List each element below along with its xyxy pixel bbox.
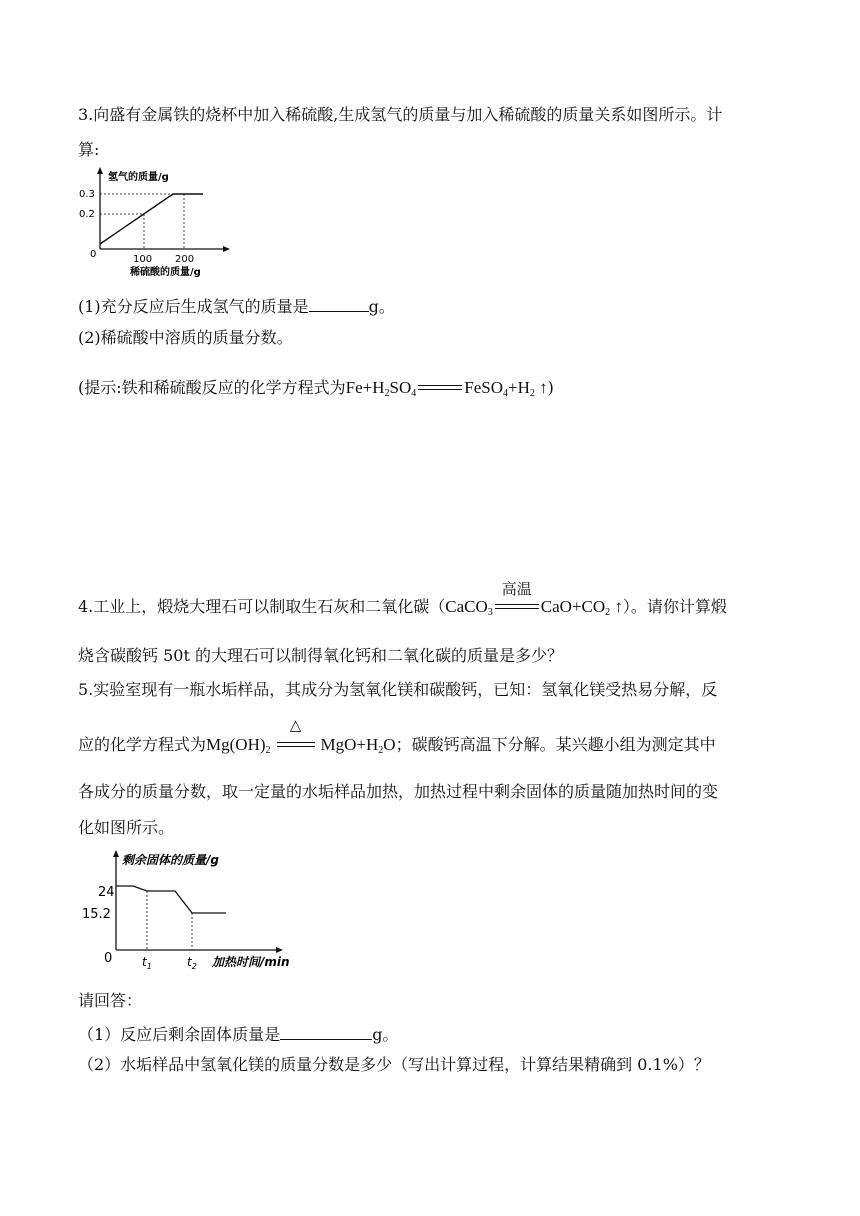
chart1-xtick-100: 100 <box>133 254 153 265</box>
q5-part1: （1）反应后剩余固体质量是 g。 <box>78 1025 399 1044</box>
chart1-ylabel: 氢气的质量/g <box>108 172 169 183</box>
chart1-x-arrow <box>223 246 230 252</box>
q5-equals-sign <box>277 718 315 750</box>
chart1-ytick-03: 0.3 <box>79 189 95 200</box>
chart2-xtick-t2: $t_2$ <box>187 955 197 971</box>
chart2-y-arrow <box>113 850 119 857</box>
chart2-ytick-24: 24 <box>98 885 115 900</box>
q3-part2: (2)稀硫酸中溶质的质量分数。 <box>78 328 293 347</box>
q3-answer-blank[interactable] <box>309 297 369 312</box>
chart1-xlabel: 稀硫酸的质量/g <box>130 267 201 278</box>
chart2-ylabel: 剩余固体的质量/g <box>122 853 219 867</box>
q4-condition: 高温 <box>501 582 532 599</box>
q5-please: 请回答： <box>78 991 143 1010</box>
q4-equals-sign <box>495 582 539 612</box>
q3-stem-line2: 算: <box>78 140 100 159</box>
chart2-x-arrow <box>276 947 283 953</box>
chart1-ytick-02: 0.2 <box>79 209 95 220</box>
chart1-series-line <box>100 194 203 244</box>
q4-equation: CaCO$_3$ 高温 $CaO+CO_2$ ↑ <box>445 582 623 618</box>
chart2-series-line <box>116 886 226 913</box>
q5-stem-line1: 5.实验室现有一瓶水垢样品，其成分为氢氧化镁和碳酸钙，已知：氢氧化镁受热易分解，反 <box>78 680 718 699</box>
q3-equals-sign <box>418 385 462 393</box>
q5-equation: $Mg(OH)_2$ △ $MgO+H_2O$ <box>206 718 396 756</box>
hydrogen-mass-chart <box>78 165 238 281</box>
q5-condition: △ <box>289 718 302 735</box>
chart2-ytick-152: 15.2 <box>82 907 111 922</box>
q3-part1-text: (1)充分反应后生成氢气的质量是 <box>78 297 309 316</box>
residual-solid-chart <box>78 845 328 975</box>
q3-equation: $Fe+H_2SO_4$ $FeSO_4+H_2$ ↑ <box>345 378 548 399</box>
chart1-origin: 0 <box>90 249 97 260</box>
q4-stem-line2: 烧含碳酸钙 50t 的大理石可以制得氧化钙和二氧化碳的质量是多少？ <box>78 646 563 665</box>
chart2-xlabel: 加热时间/min <box>212 955 290 969</box>
chart2-xtick-t1: $t_1$ <box>142 955 152 971</box>
q5-stem-line4: 化如图所示。 <box>78 818 175 837</box>
q5-stem-line3: 各成分的质量分数，取一定量的水垢样品加热，加热过程中剩余固体的质量随加热时间的变 <box>78 782 719 801</box>
q3-part1-unit: g。 <box>368 297 395 316</box>
q5-part2: （2）水垢样品中氢氧化镁的质量分数是多少（写出计算过程，计算结果精确到 0.1%）？ <box>78 1055 710 1074</box>
chart2-origin: 0 <box>104 951 113 966</box>
q3-hint: (提示:铁和稀硫酸反应的化学方程式为$Fe+H_2SO_4$ $FeSO_4+H_2$ ↑) <box>78 378 554 399</box>
chart1-y-arrow <box>97 167 103 174</box>
q5-answer-blank[interactable] <box>280 1025 372 1040</box>
q5-stem-line2: 应的化学方程式为$Mg(OH)_2$ △ $MgO+H_2O$；碳酸钙高温下分解。某兴趣小组为测定其中 <box>78 718 716 756</box>
q4-stem-line1: 4.工业上，煅烧大理石可以制取生石灰和二氧化碳（CaCO$_3$ 高温 $CaO+CO_2$ ↑）。请你计算煅 <box>78 582 727 618</box>
q3-hint-text: (提示:铁和稀硫酸反应的化学方程式为 <box>78 378 346 397</box>
q3-stem-line1: 3.向盛有金属铁的烧杯中加入稀硫酸,生成氢气的质量与加入稀硫酸的质量关系如图所示。计 <box>78 105 723 124</box>
q3-part1 <box>78 297 395 317</box>
chart1-xtick-200: 200 <box>175 254 195 265</box>
